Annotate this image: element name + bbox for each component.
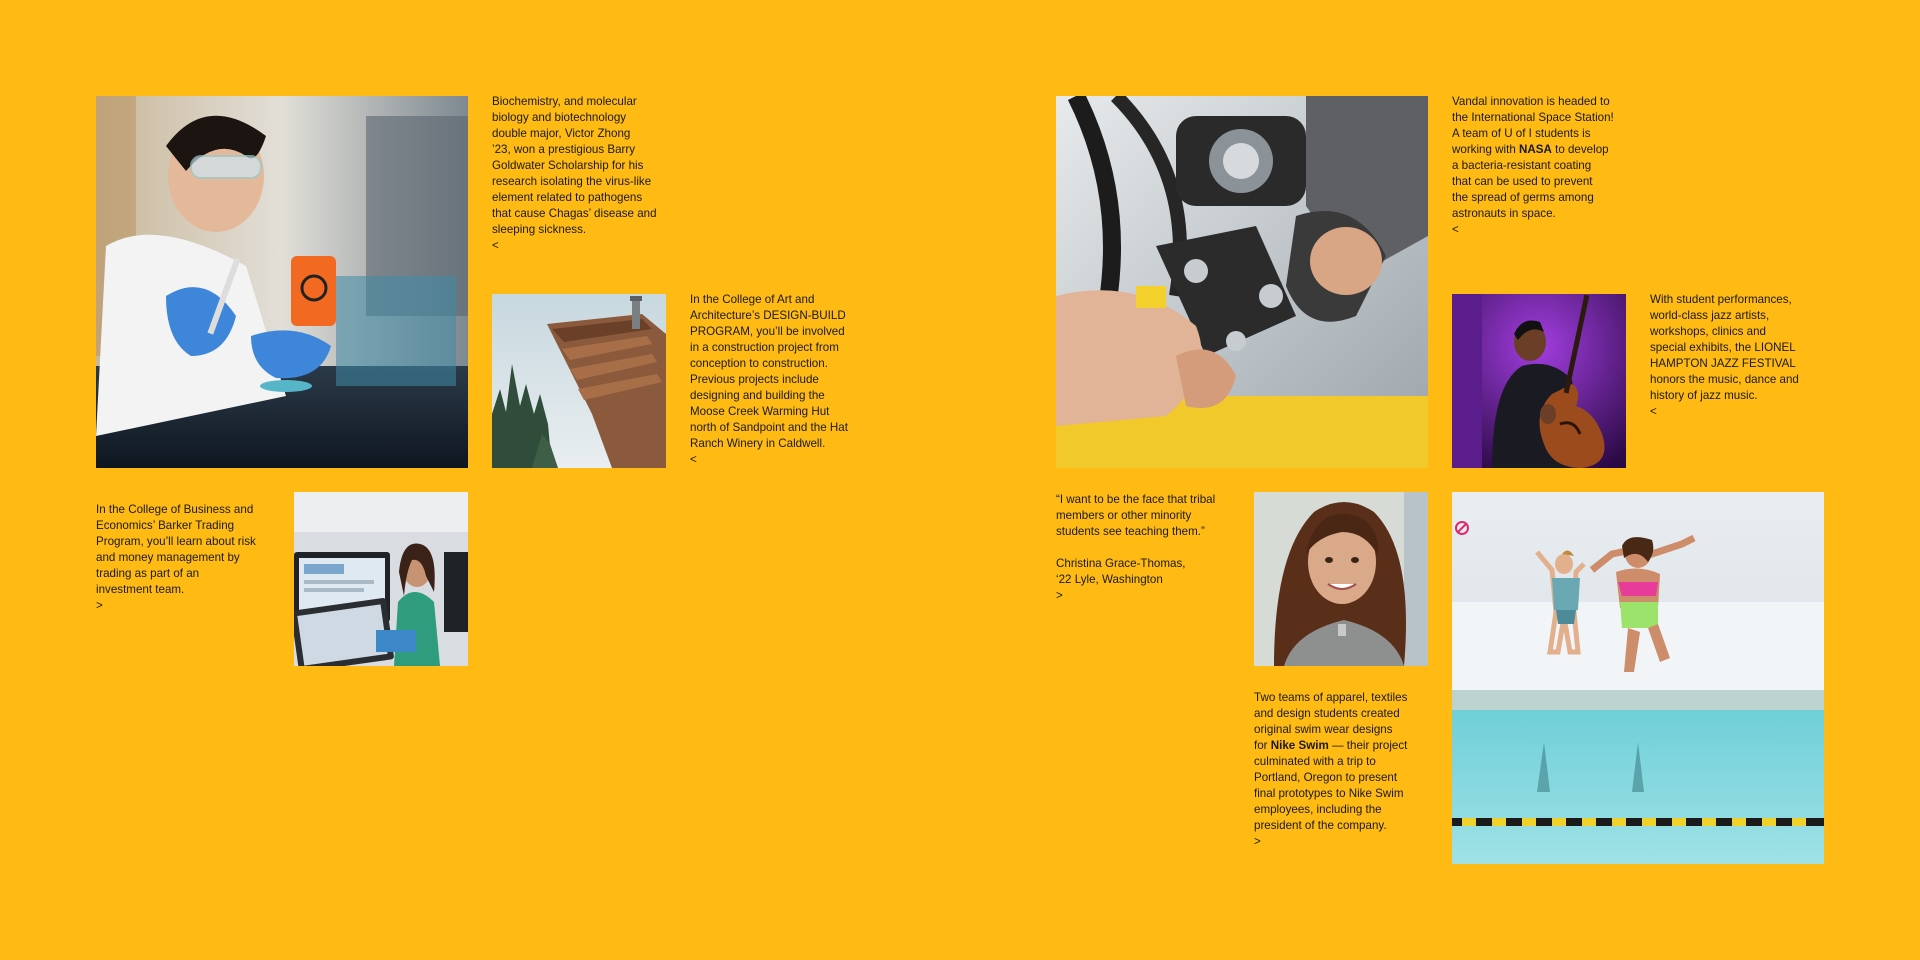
nasa-highlight: NASA: [1519, 143, 1552, 156]
jazz-festival-text: [1650, 292, 1840, 420]
text-line: special exhibits, the LIONEL: [1650, 341, 1796, 354]
text-line: Program, you’ll learn about risk: [96, 535, 256, 548]
text-line: designing and building the: [690, 389, 825, 402]
text-line: Two teams of apparel, textiles: [1254, 691, 1408, 704]
text-line: Portland, Oregon to present: [1254, 771, 1398, 784]
text-line: history of jazz music.: [1650, 389, 1758, 402]
design-build-text: [690, 292, 880, 468]
space-robot-photo: [1056, 96, 1428, 468]
warming-hut-photo: [492, 294, 666, 468]
text-line: investment team.: [96, 583, 185, 596]
text-line: world-class jazz artists,: [1650, 309, 1770, 322]
barker-trading-text: [96, 502, 276, 614]
text-line: HAMPTON JAZZ FESTIVAL: [1650, 357, 1796, 370]
text-line: the International Space Station!: [1452, 111, 1614, 124]
trading-student-photo: [294, 492, 468, 666]
text-line: astronauts in space.: [1452, 207, 1556, 220]
text-line: Vandal innovation is headed to: [1452, 95, 1610, 108]
next-arrow-link[interactable]: >: [1056, 589, 1063, 602]
christina-quote-text: [1056, 492, 1246, 604]
text-line: Moose Creek Warming Hut: [690, 405, 830, 418]
text-line: In the College of Art and: [690, 293, 815, 306]
text-line: PROGRAM, you’ll be involved: [690, 325, 845, 338]
previous-arrow-link[interactable]: <: [690, 453, 697, 466]
nike-swim-highlight: Nike Swim: [1270, 739, 1329, 752]
text-line: Economics’ Barker Trading: [96, 519, 235, 532]
text-line: sleeping sickness.: [492, 223, 587, 236]
previous-arrow-link[interactable]: <: [1452, 223, 1459, 236]
victor-zhong-text: [492, 94, 682, 254]
text-line: a bacteria-resistant coating: [1452, 159, 1592, 172]
text-line: biology and biotechnology: [492, 111, 627, 124]
quote-line: members or other minority: [1056, 509, 1192, 522]
text-line: Ranch Winery in Caldwell.: [690, 437, 826, 450]
text-line: Goldwater Scholarship for his: [492, 159, 644, 172]
text-line: north of Sandpoint and the Hat: [690, 421, 848, 434]
text-line: research isolating the virus-like: [492, 175, 652, 188]
text-line: president of the company.: [1254, 819, 1387, 832]
text-line: and design students created: [1254, 707, 1400, 720]
attribution-line: ‘22 Lyle, Washington: [1056, 573, 1163, 586]
text-line: and money management by: [96, 551, 240, 564]
previous-arrow-link[interactable]: <: [492, 239, 499, 252]
text-line: that cause Chagas’ disease and: [492, 207, 657, 220]
quote-line: students see teaching them.”: [1056, 525, 1205, 538]
text-line: the spread of germs among: [1452, 191, 1594, 204]
text-line: conception to construction.: [690, 357, 828, 370]
text-line: Biochemistry, and molecular: [492, 95, 637, 108]
text-line: working with NASA to develop: [1452, 143, 1609, 156]
nasa-text: [1452, 94, 1642, 238]
text-line: that can be used to prevent: [1452, 175, 1593, 188]
jazz-bassist-photo: [1452, 294, 1626, 468]
text-line: ’23, won a prestigious Barry: [492, 143, 636, 156]
text-line: original swim wear designs: [1254, 723, 1393, 736]
quote-line: “I want to be the face that tribal: [1056, 493, 1216, 506]
text-line: trading as part of an: [96, 567, 200, 580]
text-line: in a construction project from: [690, 341, 839, 354]
text-line: employees, including the: [1254, 803, 1382, 816]
text-line: Architecture’s DESIGN-BUILD: [690, 309, 846, 322]
text-line: double major, Victor Zhong: [492, 127, 631, 140]
next-arrow-link[interactable]: >: [1254, 835, 1261, 848]
text-line: honors the music, dance and: [1650, 373, 1799, 386]
christina-portrait-photo: [1254, 492, 1428, 666]
lab-student-photo: [96, 96, 468, 468]
text-line: With student performances,: [1650, 293, 1792, 306]
text-line: Previous projects include: [690, 373, 819, 386]
attribution-line: Christina Grace-Thomas,: [1056, 557, 1186, 570]
text-line: A team of U of I students is: [1452, 127, 1591, 140]
text-line: workshops, clinics and: [1650, 325, 1766, 338]
previous-arrow-link[interactable]: <: [1650, 405, 1657, 418]
text-line: final prototypes to Nike Swim: [1254, 787, 1404, 800]
text-line: element related to pathogens: [492, 191, 643, 204]
nike-swim-text: [1254, 690, 1444, 850]
text-line: In the College of Business and: [96, 503, 254, 516]
next-arrow-link[interactable]: >: [96, 599, 103, 612]
text-line: culminated with a trip to: [1254, 755, 1376, 768]
swim-jump-photo: [1452, 492, 1824, 864]
text-line: for Nike Swim — their project: [1254, 739, 1408, 752]
